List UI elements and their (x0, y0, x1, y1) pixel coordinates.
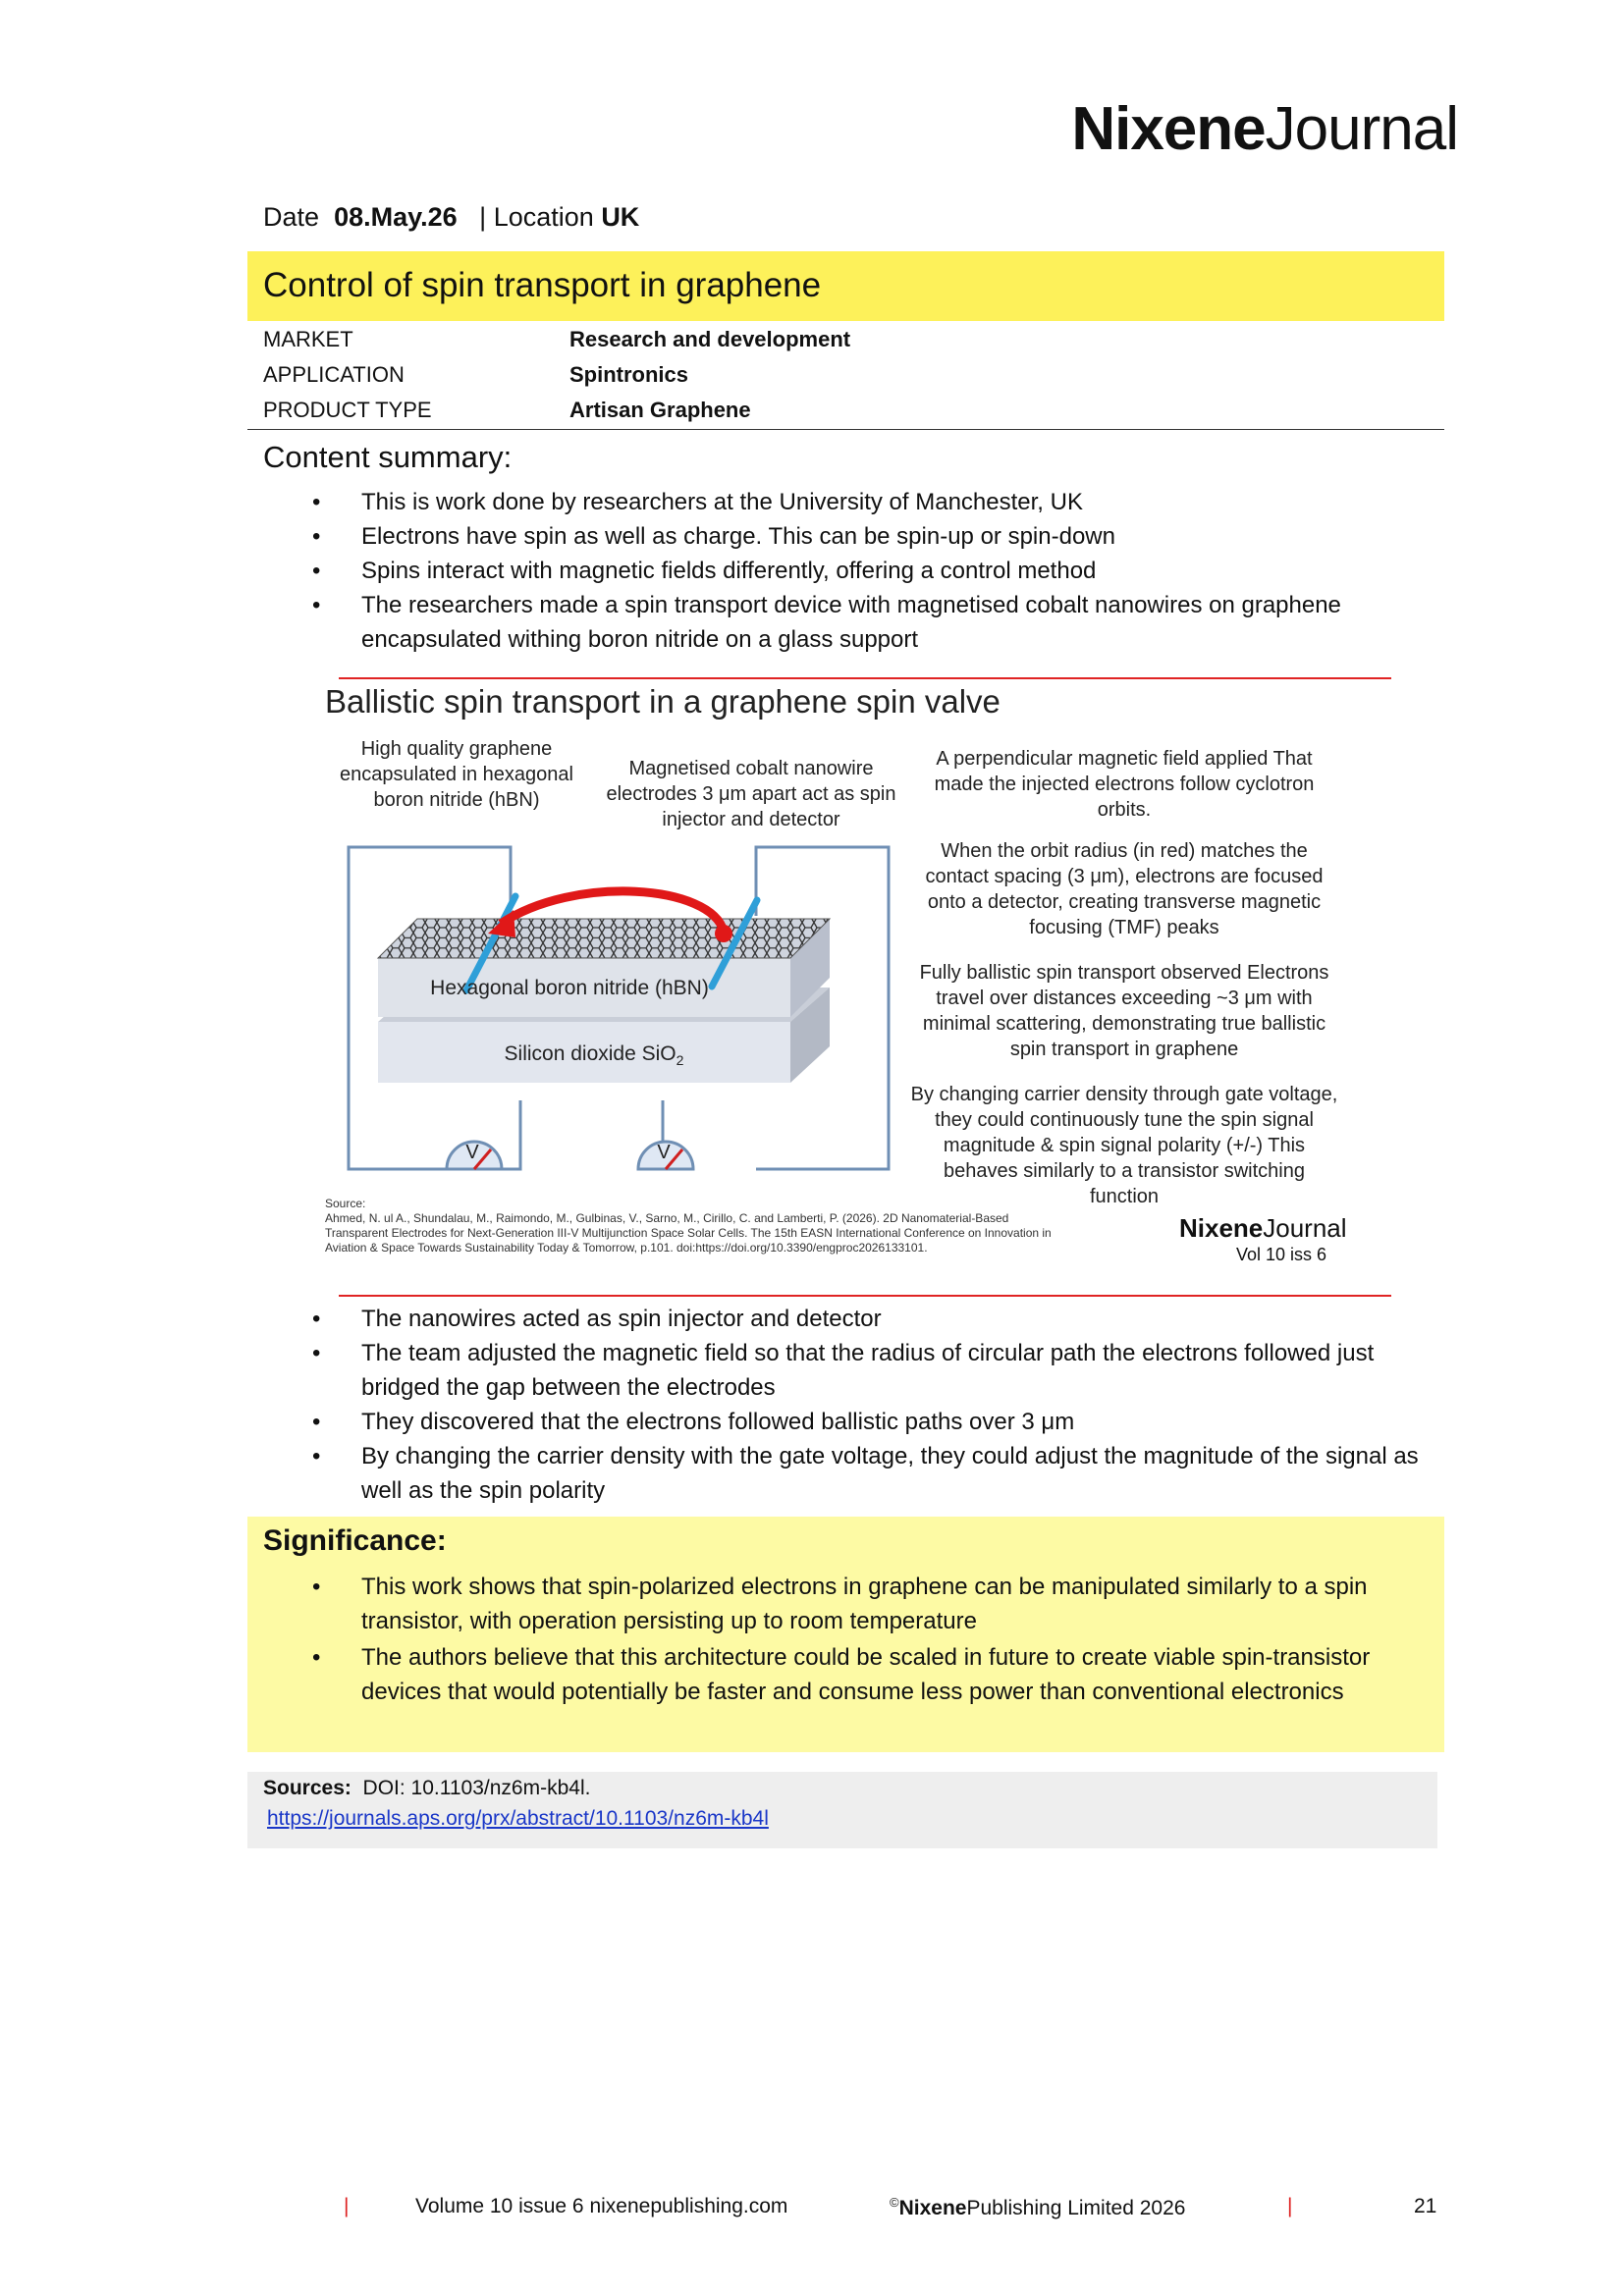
dateline-separator: | (479, 202, 487, 232)
location-value: UK (601, 202, 640, 232)
figure-title: Ballistic spin transport in a graphene spin valve (325, 683, 1001, 720)
figure-label-graphene: High quality graphene encapsulated in hexagonal boron nitride (hBN) (340, 738, 573, 811)
sources-label: Sources: (263, 1777, 352, 1799)
masthead-brand-light: Journal (1265, 95, 1458, 163)
sources-doi-line (263, 1777, 590, 1800)
figure-note-gate: By changing carrier density through gate voltage, they could continuously tune the spin signal magnitude & spin signal polarity (+/-) This behaves similarly to a transistor switching function (910, 1084, 1338, 1207)
summary-list (312, 485, 1432, 657)
meta-divider (247, 429, 1444, 430)
voltmeter-label-left: V (465, 1142, 479, 1163)
figure-source-text: Ahmed, N. ul A., Shundalau, M., Raimondo, M., Gulbinas, V., Sarno, M., Cirillo, C. and Lamberti, P. (2026). 2D Nanomaterial-Based Transparent Electrodes for Next-Generation III-V Multijunction Space Solar Cells. The 15th EASN International Conference on Innovation in Aviation & Space Towards Sustainability Today & Tomorrow, p.101. doi:https://doi.org/10.3390/engproc2026133101. (325, 1211, 1052, 1255)
figure-brand-bold: Nixene (1179, 1213, 1264, 1243)
layer-label-sio2 (466, 1041, 722, 1073)
footer-pipe-left: | (344, 2195, 350, 2217)
figure-brand-logo (1179, 1213, 1347, 1244)
masthead-brand-bold: Nixene (1071, 95, 1266, 163)
list-item: • The researchers made a spin transport device with magnetised cobalt nanowires on graphene encapsulated withing boron nitride on a glass support (312, 588, 1432, 657)
footer-pipe-right: | (1287, 2195, 1293, 2217)
date-label: Date (263, 202, 320, 232)
dateline (263, 202, 639, 233)
list-item: • By changing the carrier density with the gate voltage, they could adjust the magnitude of the signal as well as the spin polarity (312, 1439, 1432, 1508)
article-title-bar (247, 251, 1444, 321)
details-list (312, 1302, 1432, 1508)
meta-value: Artisan Graphene (569, 398, 751, 422)
date-value: 08.May.26 (334, 202, 458, 232)
footer-publisher-bold: Nixene (898, 2197, 967, 2219)
meta-key: PRODUCT TYPE (263, 398, 432, 422)
figure-label-cobalt: Magnetised cobalt nanowire electrodes 3 μm apart act as spin injector and detector (606, 758, 896, 830)
meta-key: APPLICATION (263, 362, 405, 387)
figure-source (325, 1197, 1071, 1255)
layer-label-sio2-text: Silicon dioxide SiO (504, 1042, 676, 1065)
meta-key: MARKET (263, 327, 353, 351)
meta-value: Research and development (569, 327, 851, 351)
list-item: • The authors believe that this architecture could be scaled in future to create viable spin-transistor devices that would potentially be faster and consume less power than conventional electronics (312, 1640, 1432, 1709)
footer-copyright-mark: © (890, 2195, 899, 2210)
significance-list (312, 1570, 1432, 1709)
list-item: • This is work done by researchers at the University of Manchester, UK (312, 485, 1432, 519)
footer-page-number: 21 (1414, 2195, 1437, 2217)
content-summary-heading: Content summary: (263, 440, 513, 474)
sources-doi: DOI: 10.1103/nz6m-kb4l. (362, 1777, 591, 1799)
location-label: Location (493, 202, 594, 232)
figure-spin-valve (319, 664, 1389, 1292)
figure-volume: Vol 10 iss 6 (1236, 1245, 1327, 1264)
list-item: • Electrons have spin as well as charge. This can be spin-up or spin-down (312, 519, 1432, 554)
list-item: • Spins interact with magnetic fields differently, offering a control method (312, 554, 1432, 588)
figure-note-ballistic: Fully ballistic spin transport observed Electrons travel over distances exceeding ~3 μm with minimal scattering, demonstrating true ballistic spin transport in graphene (919, 962, 1329, 1060)
list-item: • The team adjusted the magnetic field so that the radius of circular path the electrons followed just bridged the gap between the electrodes (312, 1336, 1432, 1405)
list-item: • They discovered that the electrons followed ballistic paths over 3 μm (312, 1405, 1432, 1439)
figure-bottom-rule (339, 1295, 1391, 1297)
list-item: • The nanowires acted as spin injector and detector (312, 1302, 1432, 1336)
voltmeter-label-right: V (657, 1142, 671, 1163)
meta-value: Spintronics (569, 362, 689, 387)
list-item: • This work shows that spin-polarized electrons in graphene can be manipulated similarly to a spin transistor, with operation persisting up to room temperature (312, 1570, 1432, 1638)
sources-link[interactable]: https://journals.aps.org/prx/abstract/10.1103/nz6m-kb4l (267, 1807, 769, 1830)
masthead-logo (1071, 94, 1458, 164)
layer-label-hbn: Hexagonal boron nitride (hBN) (430, 977, 709, 999)
footer-publisher-rest: Publishing Limited 2026 (966, 2197, 1186, 2219)
significance-heading: Significance: (263, 1524, 447, 1557)
layer-label-sio2-sub: 2 (676, 1052, 684, 1069)
device-illustration (319, 826, 908, 1179)
figure-source-label: Source: (325, 1197, 366, 1210)
figure-note-field: A perpendicular magnetic field applied That made the injected electrons follow cyclotron orbits. (934, 748, 1315, 821)
figure-brand-light: Journal (1263, 1213, 1347, 1243)
footer-volume: Volume 10 issue 6 nixenepublishing.com (415, 2195, 788, 2217)
article-title: Control of spin transport in graphene (263, 266, 822, 304)
footer-copyright (890, 2195, 1185, 2220)
figure-note-orbit: When the orbit radius (in red) matches the contact spacing (3 μm), electrons are focused onto a detector, creating transverse magnetic focusing (TMF) peaks (925, 840, 1324, 938)
